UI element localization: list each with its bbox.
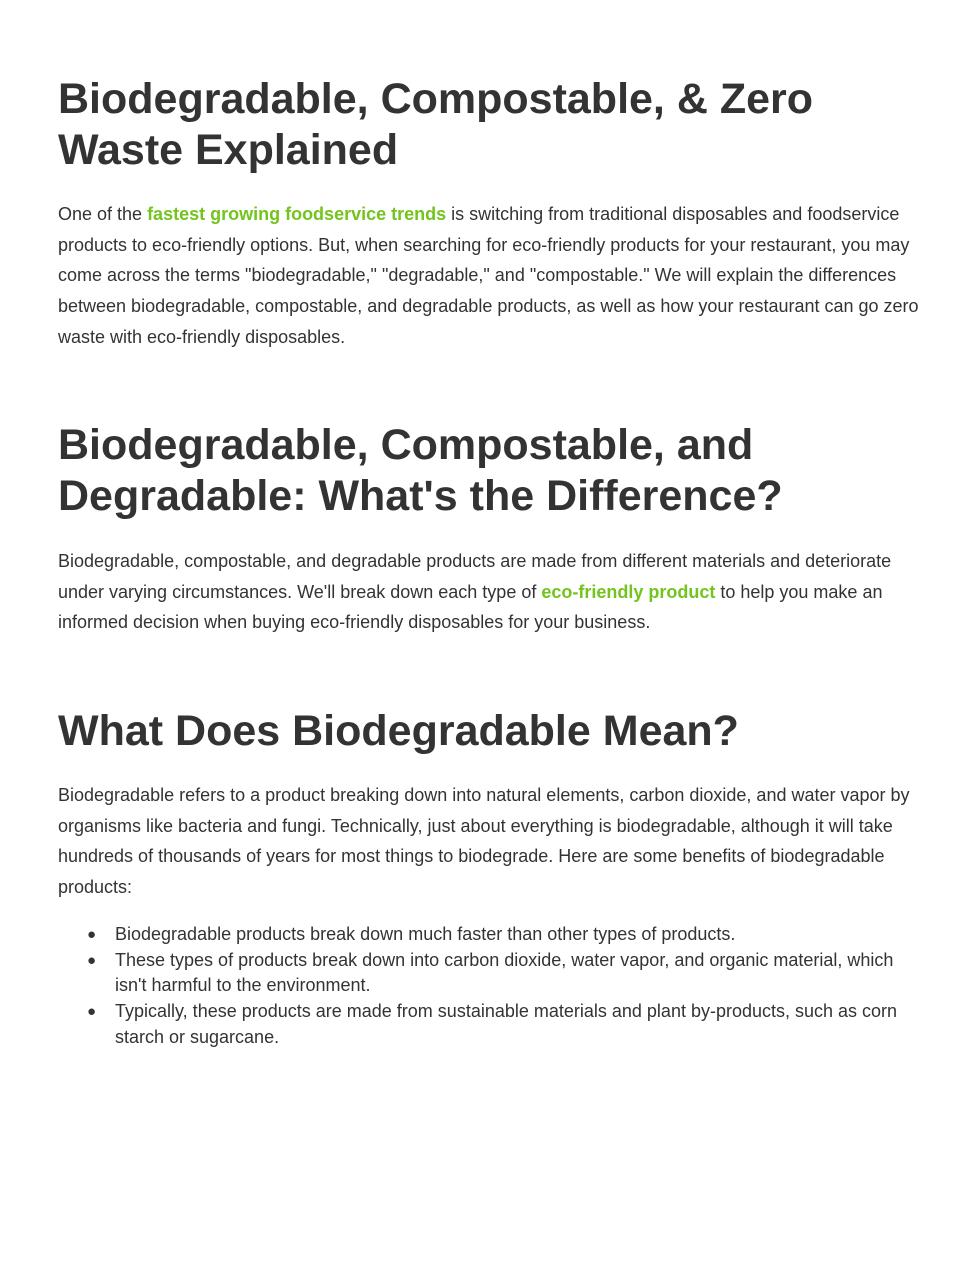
list-item-text: Biodegradable products break down much faster than other types of products. xyxy=(115,924,736,944)
list-item xyxy=(58,948,924,999)
bullet-icon: ● xyxy=(87,951,97,969)
intro-text-end: is switching from traditional disposables and foodservice products to eco-friendly options. But, when searching for eco-friendly products for your restaurant, you may come across the terms "biodegradable," "degradable," and "compostable." We will explain the differences between biodegradable, compostable, and degradable products, as well as how your restaurant can go zero waste with eco-friendly disposables. xyxy=(58,204,919,347)
difference-text-end: to help you make an informed decision when buying eco-friendly disposables for your business. xyxy=(58,581,883,633)
list-item xyxy=(58,922,924,948)
list-item xyxy=(58,999,924,1050)
list-item-text: These types of products break down into carbon dioxide, water vapor, and organic material, which isn't harmful to the environment. xyxy=(115,949,894,996)
eco-friendly-product-link[interactable]: eco-friendly product xyxy=(541,581,716,602)
bullet-icon: ● xyxy=(87,926,97,943)
intro-paragraph xyxy=(58,199,924,353)
fastest-growing-trends-link[interactable]: fastest growing foodservice trends xyxy=(147,204,447,224)
difference-paragraph xyxy=(58,546,924,638)
difference-text-start: Biodegradable, compostable, and degradable products are made from different materials and deteriorate under varying circumstances. We'll break down each type of xyxy=(58,551,892,602)
heading-whats-the-difference: Biodegradable, Compostable, and Degradable: What's the Difference? xyxy=(58,421,783,520)
heading-biodegradable-meaning: What Does Biodegradable Mean? xyxy=(58,707,739,755)
bullet-icon: ● xyxy=(87,1003,97,1021)
biodegradable-paragraph: Biodegradable refers to a product breaking down into natural elements, carbon dioxide, and water vapor by organisms like bacteria and fungi. Technically, just about everything is biodegradable, although it will take hundreds of thousands of years for most things to biodegrade. Here are some benefits of biodegradable products: xyxy=(58,785,910,898)
benefits-list xyxy=(58,922,924,1051)
list-item-text: Typically, these products are made from sustainable materials and plant by-products, such as corn starch or sugarcane. xyxy=(115,1001,898,1047)
heading-zero-waste-explained: Biodegradable, Compostable, & Zero Waste Explained xyxy=(58,75,813,174)
intro-text-start: One of the xyxy=(58,204,148,224)
